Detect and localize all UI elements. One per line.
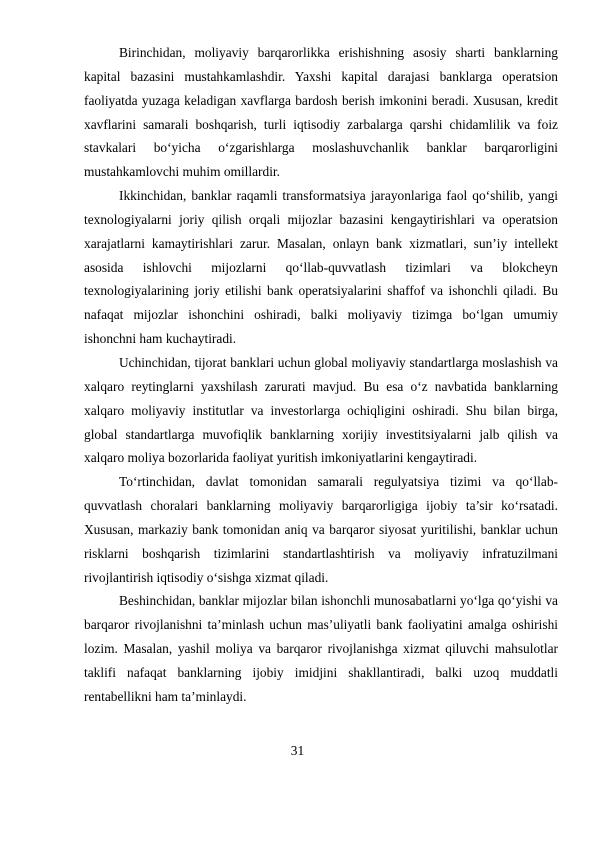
paragraph-first: Birinchidan, moliyaviy barqarorlikka erishishning asosiy sharti banklarning kapital bazasini mustahkamlashdir. Yaxshi kapital darajasi banklarga operatsion faoliyatda yuzaga keladigan xavflarga bardosh berish imkonini beradi. Xususan, kredit xavflarini samarali boshqarish, turli iqtisodiy zarbalarga qarshi chidamlilik va foiz stavkalari bo‘yicha o‘zgarishlarga moslashuvchanlik banklar barqarorligini mustahkamlovchi muhim omillardir.	[84, 45, 558, 180]
paragraph-second: Ikkinchidan, banklar raqamli transformatsiya jarayonlariga faol qo‘shilib, yangi texnologiyalarni joriy qilish orqali mijozlar bazasini kengaytirishlari va operatsion xarajatlarni kamaytirishlari zarur. Masalan, onlayn bank xizmatlari, sun’iy intellekt asosida ishlovchi mijozlarni qo‘llab-quvvatlash tizimlari va blokcheyn texnologiyalarining joriy etilishi bank operatsiyalarini shaffof va ishonchli qiladi. Bu nafaqat mijozlar ishonchini oshiradi, balki moliyaviy tizimga bo‘lgan umumiy ishonchni ham kuchaytiradi.	[84, 188, 558, 347]
body-text	[84, 41, 558, 709]
paragraph-third: Uchinchidan, tijorat banklari uchun global moliyaviy standartlarga moslashish va xalqaro reytinglarni yaxshilash zarurati mavjud. Bu esa o‘z navbatida banklarning xalqaro moliyaviy institutlar va investorlarga ochiqligini oshiradi. Shu bilan birga, global standartlarga muvofiqlik banklarning xorijiy investitsiyalarni jalb qilish va xalqaro moliya bozorlarida faoliyat yuritish imkoniyatlarini kengaytiradi.	[84, 354, 558, 466]
paragraph-fourth: To‘rtinchidan, davlat tomonidan samarali regulyatsiya tizimi va qo‘llab-quvvatlash choralari banklarning moliyaviy barqarorligiga ijobiy ta’sir ko‘rsatadi. Xususan, markaziy bank tomonidan aniq va barqaror siyosat yuritilishi, banklar uchun risklarni boshqarish tizimlarini standartlashtirish va moliyaviy infratuzilmani rivojlantirish iqtisodiy o‘sishga xizmat qiladi.	[84, 474, 558, 585]
page-number: 31	[290, 743, 305, 758]
paragraph-fifth: Beshinchidan, banklar mijozlar bilan ishonchli munosabatlarni yo‘lga qo‘yishi va barqaror rivojlanishni ta’minlash uchun mas’uliyatli bank faoliyatini amalga oshirishi lozim. Masalan, yashil moliya va barqaror rivojlanishga xizmat qiluvchi mahsulotlar taklifi nafaqat banklarning ijobiy imidjini shakllantiradi, balki uzoq muddatli rentabellikni ham ta’minlaydi.	[84, 593, 558, 704]
